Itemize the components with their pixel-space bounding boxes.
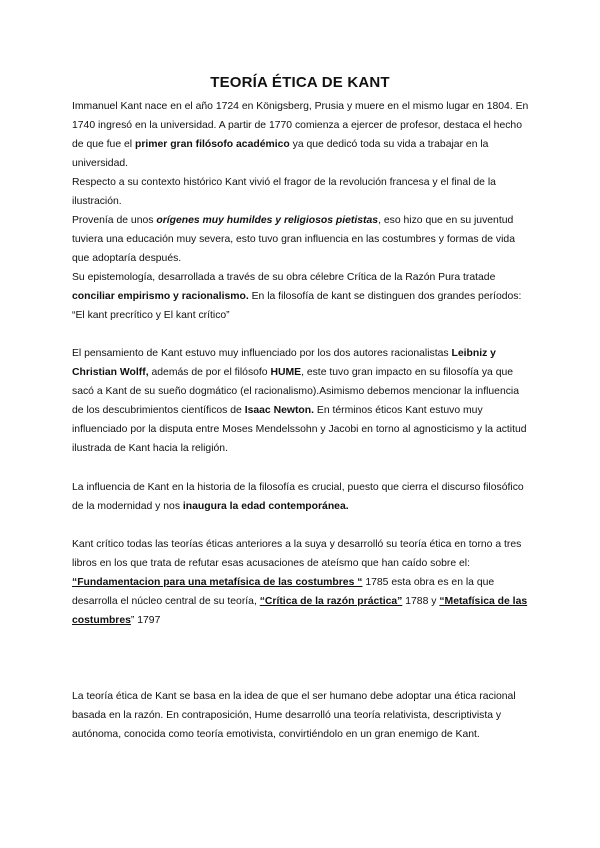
text: En términos éticos Kant estuvo muy influenciado por la disputa entre Moses Mendelssohn y Jacobi en torno al agnosticismo y la actitud ilustrada de Kant hacia la religión. bbox=[72, 405, 527, 454]
text: La teoría ética de Kant se basa en la idea de que el ser humano debe adoptar una ética racional basada en la razón. En contraposición, Hume desarrolló una teoría relativista, descriptivista y autónoma, conocida como teoría emotivista, convirtiéndolo en un gran enemigo de Kant. bbox=[72, 691, 516, 740]
paragraph-influences bbox=[72, 344, 532, 458]
paragraph-works bbox=[72, 535, 532, 630]
paragraph-ethics-theory bbox=[72, 687, 532, 744]
paragraph-context bbox=[72, 173, 532, 211]
underlined-title: “Metafísica de las costumbres bbox=[72, 596, 528, 626]
text: Kant crítico todas las teorías éticas anteriores a la suya y desarrolló su teoría ética en torno a tres libros en los que trata de refutar esas acusaciones de ateísmo que han caído sobre el: bbox=[72, 539, 522, 569]
bold-text: HUME bbox=[270, 367, 302, 378]
text: además de por el filósofo bbox=[148, 367, 271, 378]
text: 1788 y bbox=[402, 596, 440, 607]
bold-text: inaugura la edad contemporánea. bbox=[182, 501, 349, 512]
page-title: TEORÍA ÉTICA DE KANT bbox=[210, 74, 390, 91]
paragraph-origins bbox=[72, 211, 532, 268]
text: Respecto a su contexto histórico Kant vivió el fragor de la revolución francesa y el final de la ilustración. bbox=[72, 177, 496, 207]
bold-text: conciliar empirismo y racionalismo. bbox=[72, 291, 249, 302]
paragraph-biography bbox=[72, 97, 532, 173]
text: , este tuvo gran impacto en su filosofía ya que sacó a Kant de su sueño dogmático (el racionalismo).Asimismo debemos mencionar la influencia de los descubrimientos científicos de bbox=[72, 367, 520, 416]
underlined-title: “Crítica de la razón práctica” bbox=[259, 596, 403, 607]
paragraph-legacy bbox=[72, 478, 532, 516]
bold-text: orígenes muy humildes y religiosos pietistas bbox=[156, 215, 379, 226]
bold-text: Leibniz y Christian Wolff, bbox=[72, 348, 496, 378]
text: ” 1797 bbox=[130, 615, 161, 626]
text: Su epistemología, desarrollada a través de su obra célebre Crítica de la Razón Pura tratade bbox=[72, 272, 496, 283]
text: , eso hizo que en su juventud tuviera una educación muy severa, esto tuvo gran influencia en las costumbres y formas de vida que adoptaría después. bbox=[72, 215, 515, 264]
bold-text: Isaac Newton. bbox=[244, 405, 314, 416]
underlined-title: “Fundamentacion para una metafísica de las costumbres “ bbox=[72, 577, 363, 588]
text: La influencia de Kant en la historia de la filosofía es crucial, puesto que cierra el discurso filosófico de la modernidad y nos bbox=[72, 482, 524, 512]
text: Immanuel Kant nace en el año 1724 en Königsberg, Prusia y muere en el mismo lugar en 1804. En 1740 ingresó en la universidad. A partir de 1770 comienza a ejercer de profesor, destaca el hecho de que fue el bbox=[72, 101, 529, 150]
text: En la filosofía de kant se distinguen dos grandes períodos: “El kant precrítico y El kant crítico” bbox=[72, 291, 522, 321]
text: 1785 esta obra es en la que desarrolla el núcleo central de su teoría, bbox=[72, 577, 495, 607]
text: Provenía de unos bbox=[72, 215, 157, 226]
text: ya que dedicó toda su vida a trabajar en la universidad. bbox=[72, 139, 489, 169]
paragraph-epistemology bbox=[72, 268, 532, 325]
bold-text: primer gran filósofo académico bbox=[134, 139, 290, 150]
text: El pensamiento de Kant estuvo muy influenciado por los dos autores racionalistas bbox=[72, 348, 452, 359]
